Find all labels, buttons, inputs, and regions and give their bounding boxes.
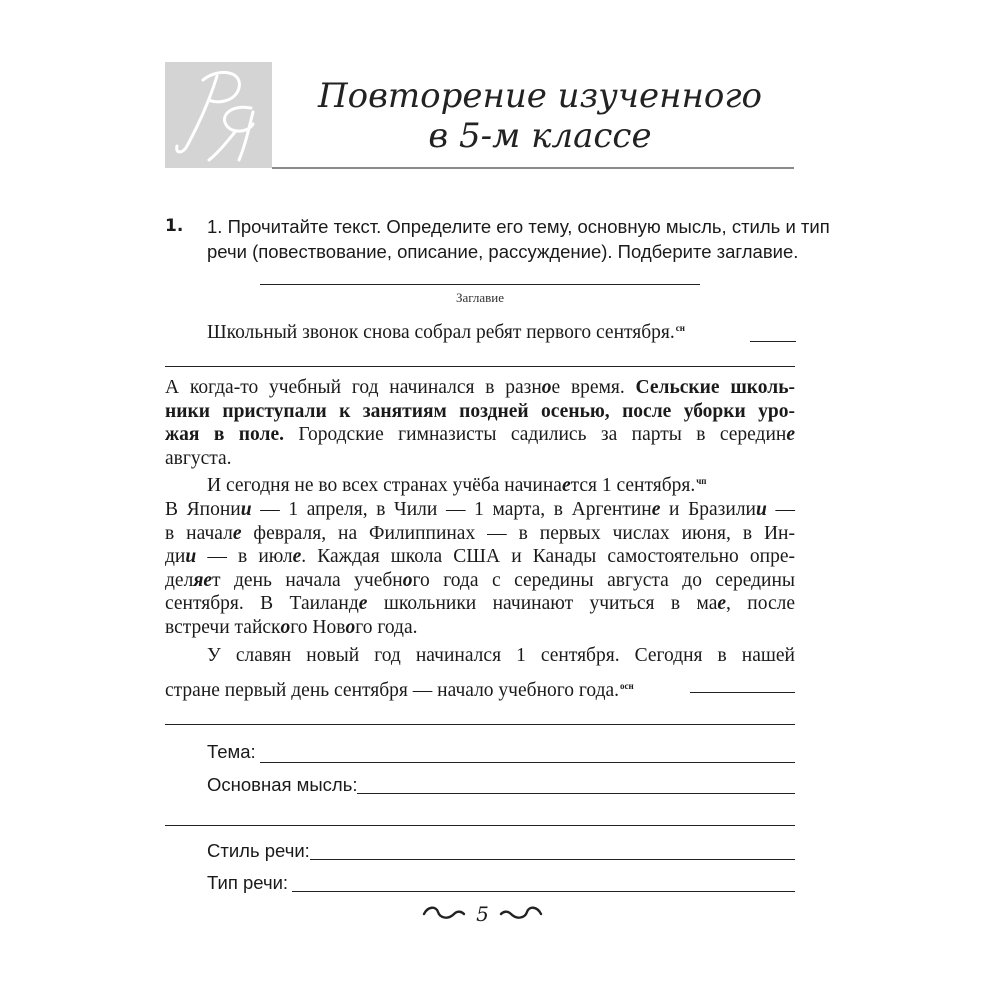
- sentence-mark: сн: [675, 323, 685, 333]
- text-line: деляет день начала учебного года с середины августа до середины: [165, 569, 795, 591]
- answer-line-4[interactable]: [165, 724, 795, 725]
- page-number: 5: [476, 902, 489, 926]
- text-line: августа.: [165, 447, 232, 469]
- style-answer-line[interactable]: [310, 859, 795, 860]
- type-label: Тип речи:: [207, 872, 289, 893]
- theme-answer-line[interactable]: [260, 762, 795, 763]
- page-footer: [420, 896, 545, 932]
- title-answer-line[interactable]: [260, 284, 700, 285]
- answer-line-1[interactable]: [750, 341, 796, 342]
- text-line: дии — в июле. Каждая школа США и Канады самостоятельно опре-: [165, 546, 795, 568]
- paragraph-1: [207, 322, 685, 344]
- title-caption: Заглавие: [455, 290, 505, 305]
- text-line: В Японии — 1 апреля, в Чили — 1 марта, в Аргентине и Бразилии —: [165, 498, 796, 520]
- main-idea-label: Основная мысль:: [207, 774, 358, 795]
- text-line: в начале февраля, на Филиппинах — в первых числах июня, в Ин-: [165, 522, 795, 544]
- text-line: встречи тайского Нового года.: [165, 616, 418, 638]
- theme-label: Тема:: [207, 741, 256, 762]
- page-title: [290, 76, 790, 156]
- paragraph-1-text: Школьный звонок снова собрал ребят первого сентября.: [207, 322, 675, 343]
- task-instruction-line-1: 1. Прочитайте текст. Определите его тему, основную мысль, стиль и тип: [207, 216, 830, 237]
- sentence-mark: осн: [620, 681, 634, 692]
- type-answer-line[interactable]: [292, 891, 795, 892]
- sentence-mark: чп: [696, 476, 707, 487]
- textbook-logo: [165, 62, 272, 168]
- text-line: А когда-то учебный год начинался в разное время. Сельские школь-: [165, 377, 795, 398]
- task-instruction-line-2: речи (повествование, описание, рассуждение). Подберите заглавие.: [207, 241, 799, 262]
- main-idea-answer-line-2[interactable]: [165, 825, 795, 826]
- logo-letter-ya: [209, 107, 253, 160]
- text-line: стране первый день сентября — начало учебного года.$^{осн}$: [165, 680, 634, 702]
- task-number: 1.: [165, 216, 184, 236]
- answer-line-2[interactable]: [165, 366, 795, 367]
- text-line: И сегодня не во всех странах учёба начинается 1 сентября.$^{чп}$: [207, 475, 707, 497]
- main-idea-answer-line[interactable]: [357, 793, 795, 794]
- text-line: жая в поле. Городские гимназисты садились за парты в середине: [165, 424, 795, 446]
- text-line: У славян новый год начинался 1 сентября. Сегодня в нашей: [207, 644, 795, 666]
- main-text: [165, 376, 795, 703]
- header-rule: [272, 167, 794, 169]
- task-instruction: [207, 214, 830, 264]
- answer-line-3[interactable]: [690, 692, 795, 693]
- page-title-line-1: Повторение изученного: [317, 76, 763, 116]
- text-line: сентября. В Таиланде школьники начинают учиться в мае, после: [165, 593, 795, 615]
- page-title-line-2: в 5-м классе: [428, 116, 652, 156]
- text-line: ники приступали к занятиям поздней осенью, после уборки уро-: [165, 400, 795, 422]
- style-label: Стиль речи:: [207, 840, 310, 861]
